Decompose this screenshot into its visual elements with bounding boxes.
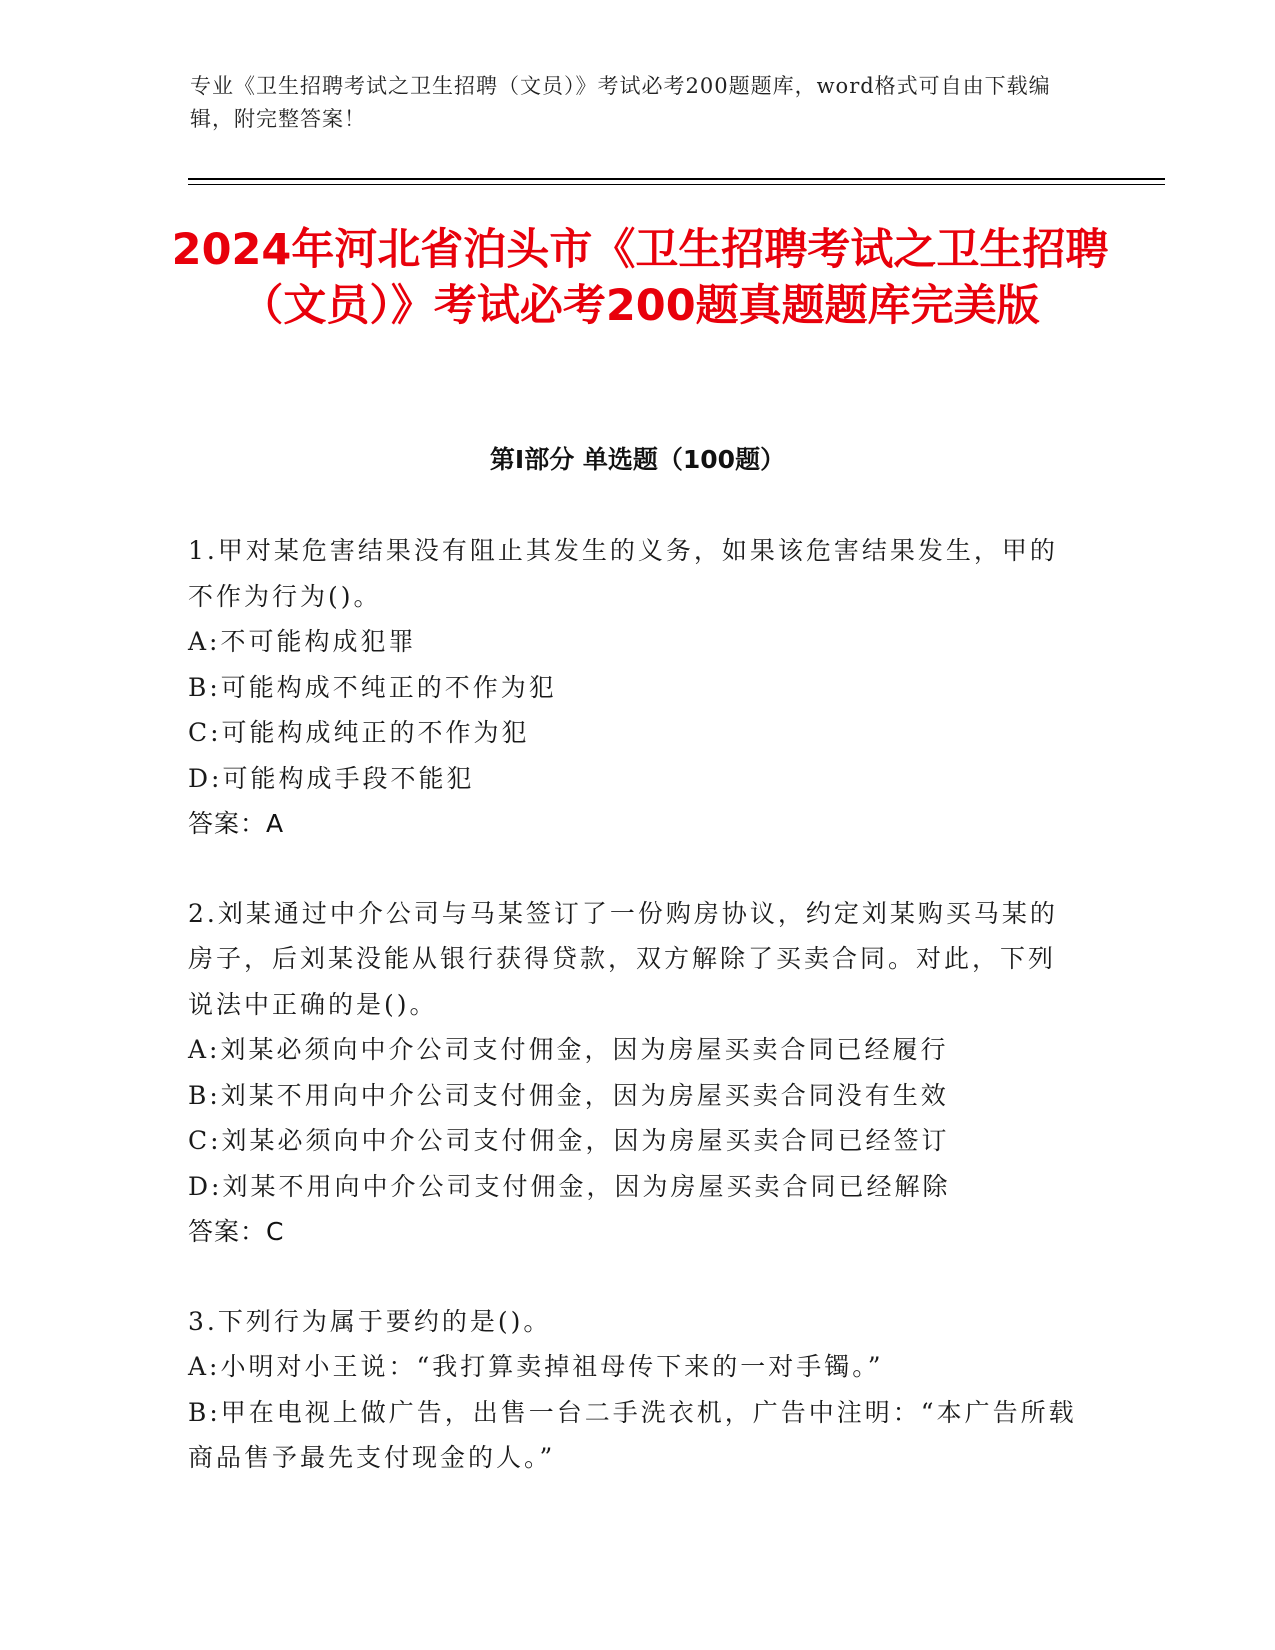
option-d: D:可能构成手段不能犯	[188, 763, 475, 793]
option-c: C:可能构成纯正的不作为犯	[188, 718, 530, 747]
header-divider-thin	[188, 184, 1165, 185]
option-a: A:刘某必须向中介公司支付佣金，因为房屋买卖合同已经履行	[188, 1035, 949, 1064]
question-list	[188, 528, 1078, 1525]
header-note: 专业《卫生招聘考试之卫生招聘（文员）》考试必考200题题库，word格式可自由下载编辑，附完整答案！	[190, 74, 1051, 131]
option-d: D:刘某不用向中介公司支付佣金，因为房屋买卖合同已经解除	[188, 1171, 951, 1201]
question-stem: 2.刘某通过中介公司与马某签订了一份购房协议，约定刘某购买马某的房子，后刘某没能从银行获得贷款，双方解除了买卖合同。对此，下列说法中正确的是()。	[188, 898, 1058, 1019]
document-title: 2024年河北省泊头市《卫生招聘考试之卫生招聘（文员）》考试必考200题真题题库完美版	[171, 225, 1109, 331]
option-b: B:刘某不用向中介公司支付佣金，因为房屋买卖合同没有生效	[188, 1080, 949, 1110]
question-stem: 3.下列行为属于要约的是()。	[188, 1306, 552, 1336]
header-divider-thick	[188, 178, 1165, 180]
option-a: A:小明对小王说：“我打算卖掉祖母传下来的一对手镯。”	[188, 1352, 884, 1381]
question-1	[188, 528, 1078, 847]
option-b: B:甲在电视上做广告，出售一台二手洗衣机，广告中注明：“本广告所载商品售予最先支付现金的人。”	[188, 1397, 1077, 1472]
answer-label: 答案：A	[188, 809, 285, 838]
option-c: C:刘某必须向中介公司支付佣金，因为房屋买卖合同已经签订	[188, 1126, 950, 1155]
question-stem: 1.甲对某危害结果没有阻止其发生的义务，如果该危害结果发生，甲的不作为行为()。	[188, 536, 1058, 611]
section-heading: 第I部分 单选题（100题）	[489, 445, 786, 474]
question-2	[188, 891, 1078, 1255]
question-3	[188, 1299, 1078, 1481]
answer-label: 答案：C	[188, 1217, 285, 1246]
option-b: B:可能构成不纯正的不作为犯	[188, 672, 557, 702]
option-a: A:不可能构成犯罪	[188, 627, 417, 656]
